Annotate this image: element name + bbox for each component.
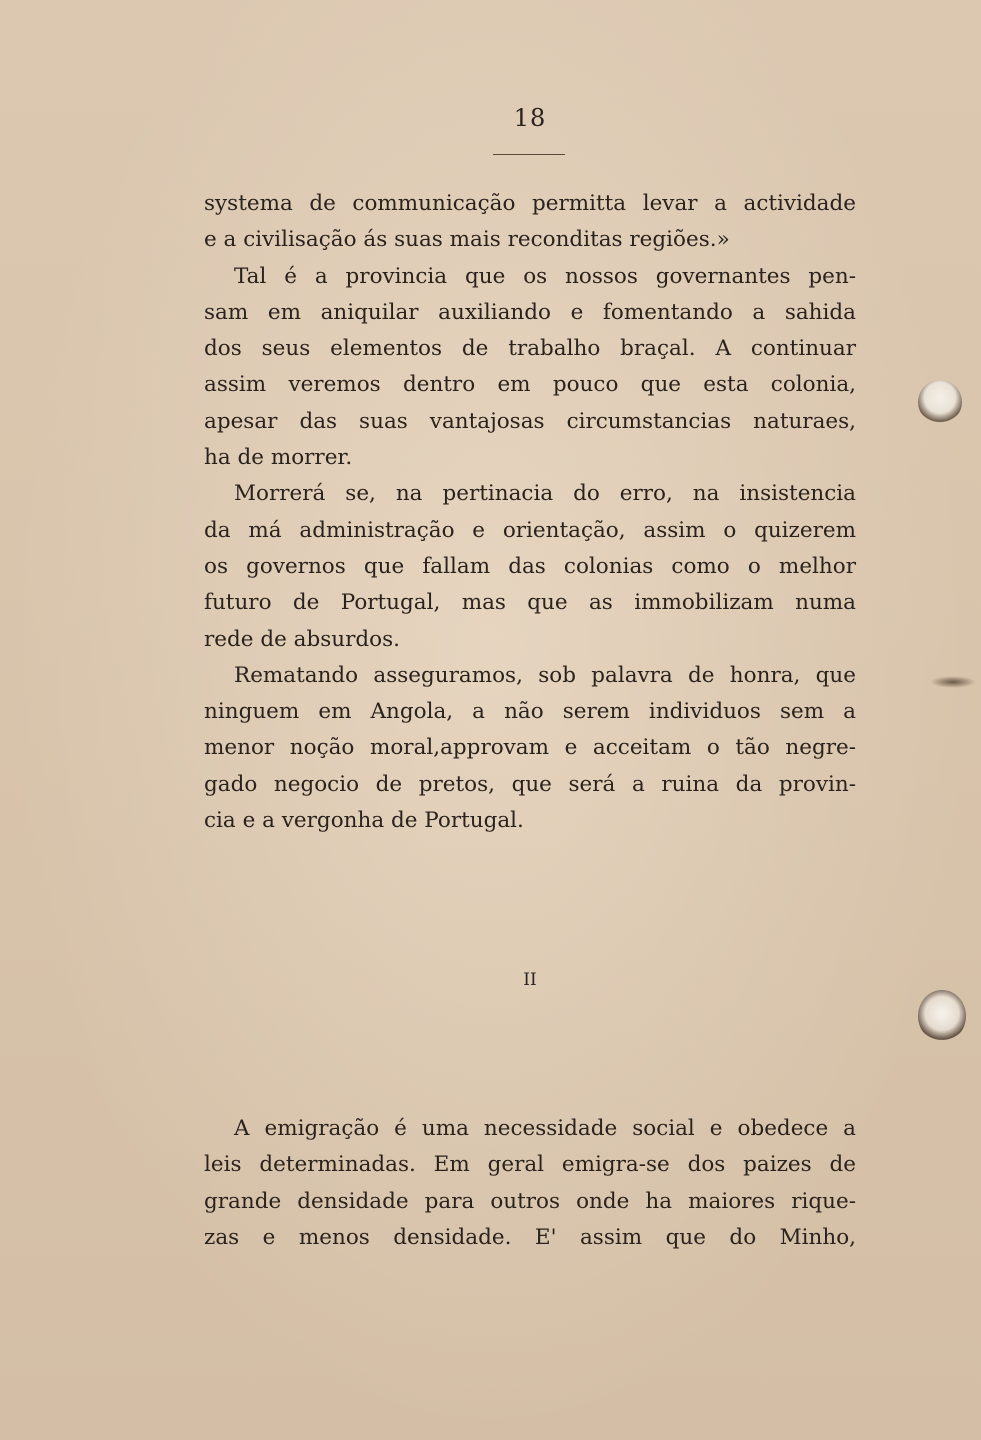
text-line: futuro de Portugal, mas que as immobilizam numa (204, 590, 856, 616)
paper-stain (930, 676, 976, 688)
text-line: da má administração e orientação, assim o quizerem (204, 517, 856, 543)
body-text-block (204, 1111, 856, 1256)
page-number: 18 (513, 104, 547, 132)
text-line: gado negocio de pretos, que será a ruina da provin- (204, 771, 856, 797)
text-line: os governos que fallam das colonias como o melhor (204, 553, 856, 579)
text-line: ha de morrer. (204, 445, 353, 471)
text-line: A emigração é uma necessidade social e obedece a (234, 1116, 856, 1141)
text-line: grande densidade para outros onde ha maiores rique- (204, 1188, 856, 1214)
text-line: Rematando asseguramos, sob palavra de honra, que (234, 662, 856, 688)
text-line: Tal é a provincia que os nossos governantes pen- (234, 263, 856, 289)
text-line: menor noção moral,approvam e acceitam o tão negre- (204, 735, 856, 761)
text-line: cia e a vergonha de Portugal. (204, 808, 524, 834)
text-line: e a civilisação ás suas mais reconditas regiões.» (204, 227, 730, 253)
body-text-block (204, 186, 856, 839)
text-line: rede de absurdos. (204, 626, 400, 652)
paper-stain (918, 380, 962, 424)
text-line: dos seus elementos de trabalho braçal. A continuar (204, 336, 856, 362)
text-line: apesar das suas vantajosas circumstancias naturaes, (204, 408, 856, 434)
text-line: ninguem em Angola, a não serem individuos sem a (204, 699, 856, 725)
text-line: systema de communicação permitta levar a actividade (204, 191, 856, 216)
section-number: II (523, 970, 537, 990)
text-line: Morrerá se, na pertinacia do erro, na insistencia (234, 481, 856, 507)
text-line: zas e menos densidade. E' assim que do Minho, (204, 1224, 856, 1250)
text-line: sam em aniquilar auxiliando e fomentando a sahida (204, 299, 856, 325)
text-line: leis determinadas. Em geral emigra-se dos paizes de (204, 1152, 856, 1178)
header-rule (493, 154, 565, 155)
text-line: assim veremos dentro em pouco que esta colonia, (204, 372, 856, 398)
paper-stain (918, 990, 966, 1042)
